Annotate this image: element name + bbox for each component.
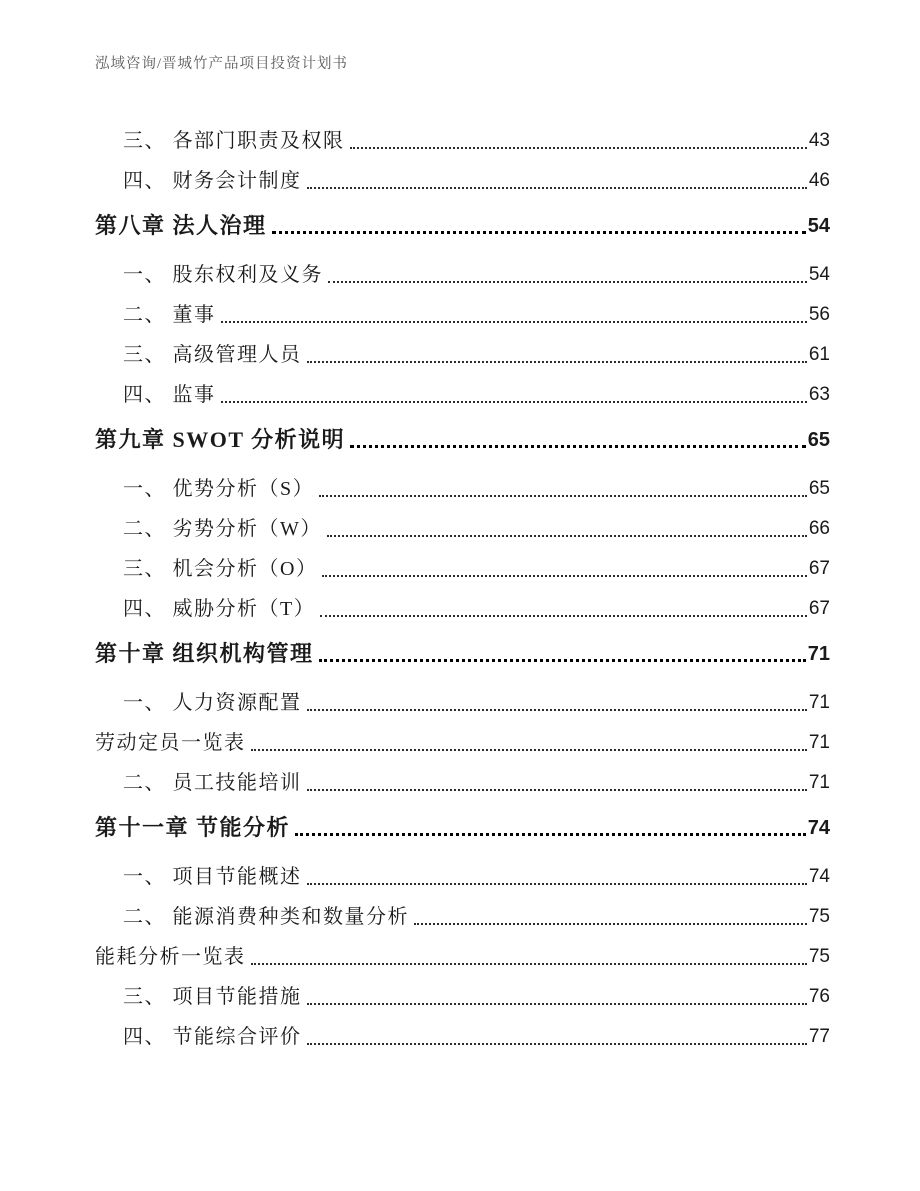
toc-entry-label: 一、 优势分析（S） bbox=[123, 478, 315, 500]
toc-dot-leader bbox=[307, 187, 807, 189]
toc-entry[interactable] bbox=[95, 260, 830, 287]
toc-entry[interactable] bbox=[95, 340, 830, 367]
toc-entry-label: 三、 高级管理人员 bbox=[123, 344, 302, 366]
toc-entry-label: 劳动定员一览表 bbox=[95, 732, 246, 754]
toc-entry-page: 61 bbox=[808, 344, 830, 366]
toc-entry-page: 54 bbox=[808, 264, 830, 286]
toc-entry-page: 75 bbox=[808, 946, 830, 968]
toc-entry[interactable] bbox=[95, 594, 830, 621]
toc-entry[interactable] bbox=[95, 862, 830, 889]
toc-entry-label: 四、 监事 bbox=[123, 384, 216, 406]
toc-entry[interactable] bbox=[95, 380, 830, 407]
toc-dot-leader bbox=[307, 361, 807, 363]
toc-entry[interactable] bbox=[95, 982, 830, 1009]
toc-entry-page: 76 bbox=[808, 986, 830, 1008]
toc-entry[interactable] bbox=[95, 474, 830, 501]
toc-entry[interactable] bbox=[95, 420, 830, 452]
toc-dot-leader bbox=[251, 749, 807, 751]
toc-entry-page: 75 bbox=[808, 906, 830, 928]
toc-entry-label: 一、 项目节能概述 bbox=[123, 866, 302, 888]
toc-entry-label: 四、 威胁分析（T） bbox=[123, 598, 316, 620]
toc-dot-leader bbox=[322, 575, 806, 577]
toc-entry[interactable] bbox=[95, 126, 830, 153]
toc-dot-leader bbox=[319, 659, 806, 662]
toc-entry-page: 71 bbox=[808, 692, 830, 714]
toc-dot-leader bbox=[307, 789, 807, 791]
toc-entry-label: 三、 机会分析（O） bbox=[123, 558, 318, 580]
toc-entry[interactable] bbox=[95, 634, 830, 666]
toc-entry[interactable] bbox=[95, 206, 830, 238]
toc-entry[interactable] bbox=[95, 166, 830, 193]
toc-entry-label: 四、 财务会计制度 bbox=[123, 170, 302, 192]
toc-dot-leader bbox=[307, 709, 807, 711]
toc-list bbox=[95, 126, 830, 1062]
toc-entry-label: 第九章 SWOT 分析说明 bbox=[95, 426, 346, 452]
toc-dot-leader bbox=[328, 281, 807, 283]
toc-entry-page: 74 bbox=[808, 866, 830, 888]
toc-dot-leader bbox=[320, 615, 807, 617]
toc-entry-label: 二、 董事 bbox=[123, 304, 216, 326]
toc-entry-label: 二、 员工技能培训 bbox=[123, 772, 302, 794]
toc-entry-page: 71 bbox=[808, 772, 830, 794]
toc-entry[interactable] bbox=[95, 688, 830, 715]
toc-dot-leader bbox=[221, 401, 807, 403]
toc-entry-page: 56 bbox=[808, 304, 830, 326]
toc-entry-label: 第十章 组织机构管理 bbox=[95, 640, 314, 666]
toc-entry-page: 71 bbox=[807, 643, 830, 665]
toc-entry[interactable] bbox=[95, 1022, 830, 1049]
toc-dot-leader bbox=[350, 445, 806, 448]
toc-entry-page: 66 bbox=[808, 518, 830, 540]
toc-dot-leader bbox=[414, 923, 807, 925]
toc-entry-page: 65 bbox=[807, 429, 830, 451]
toc-entry[interactable] bbox=[95, 554, 830, 581]
toc-entry-label: 第十一章 节能分析 bbox=[95, 814, 291, 840]
toc-dot-leader bbox=[307, 1043, 807, 1045]
toc-entry-label: 一、 股东权利及义务 bbox=[123, 264, 323, 286]
toc-dot-leader bbox=[307, 1003, 807, 1005]
toc-entry-page: 67 bbox=[808, 598, 830, 620]
toc-dot-leader bbox=[272, 231, 806, 234]
toc-entry-page: 71 bbox=[808, 732, 830, 754]
toc-entry[interactable] bbox=[95, 942, 830, 969]
toc-entry[interactable] bbox=[95, 768, 830, 795]
toc-entry-label: 第八章 法人治理 bbox=[95, 212, 267, 238]
toc-dot-leader bbox=[350, 147, 807, 149]
toc-entry-label: 二、 劣势分析（W） bbox=[123, 518, 322, 540]
toc-entry-label: 二、 能源消费种类和数量分析 bbox=[123, 906, 409, 928]
toc-entry-page: 77 bbox=[808, 1026, 830, 1048]
toc-dot-leader bbox=[295, 833, 806, 836]
toc-entry[interactable] bbox=[95, 514, 830, 541]
document-header: 泓域咨询/晋城竹产品项目投资计划书 bbox=[95, 56, 349, 72]
toc-entry-page: 46 bbox=[808, 170, 830, 192]
toc-entry-label: 一、 人力资源配置 bbox=[123, 692, 302, 714]
toc-entry[interactable] bbox=[95, 728, 830, 755]
toc-entry-label: 能耗分析一览表 bbox=[95, 946, 246, 968]
toc-entry-page: 74 bbox=[807, 817, 830, 839]
toc-entry-page: 65 bbox=[808, 478, 830, 500]
toc-entry-page: 63 bbox=[808, 384, 830, 406]
toc-dot-leader bbox=[221, 321, 807, 323]
toc-entry-label: 四、 节能综合评价 bbox=[123, 1026, 302, 1048]
toc-dot-leader bbox=[307, 883, 807, 885]
toc-dot-leader bbox=[319, 495, 807, 497]
toc-entry[interactable] bbox=[95, 902, 830, 929]
toc-dot-leader bbox=[327, 535, 807, 537]
toc-entry[interactable] bbox=[95, 808, 830, 840]
toc-entry[interactable] bbox=[95, 300, 830, 327]
toc-dot-leader bbox=[251, 963, 807, 965]
toc-entry-page: 54 bbox=[807, 215, 830, 237]
toc-entry-page: 43 bbox=[808, 130, 830, 152]
toc-entry-page: 67 bbox=[808, 558, 830, 580]
toc-entry-label: 三、 项目节能措施 bbox=[123, 986, 302, 1008]
toc-entry-label: 三、 各部门职责及权限 bbox=[123, 130, 345, 152]
